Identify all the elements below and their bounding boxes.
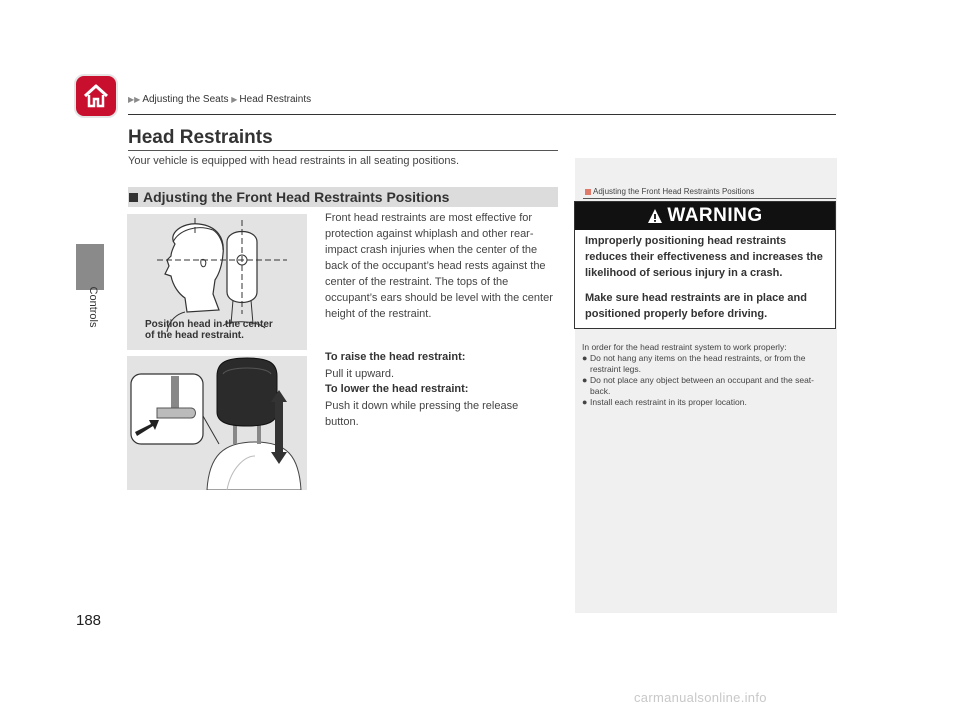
intro-text: Your vehicle is equipped with head restraints in all seating positions. [128, 155, 460, 167]
breadcrumb-item[interactable]: Adjusting the Seats [142, 94, 229, 105]
figure-caption-line: of the head restraint. [145, 330, 244, 341]
section-square-icon [129, 193, 138, 202]
note-intro: In order for the head restraint system to work properly: [582, 342, 787, 352]
warning-text: Improperly positioning head restraints reduces their effectiveness and increases the likelihood of serious injury in a crash. [585, 235, 823, 279]
bullet-text: Do not place any object between an occupant and the seat-back. [590, 375, 814, 396]
note-body [582, 342, 832, 408]
watermark: carmanualsonline.info [634, 690, 767, 705]
note-marker-icon [585, 189, 591, 195]
page-title: Head Restraints [128, 127, 273, 148]
warning-header [575, 202, 835, 230]
breadcrumb-arrow-icon: ▶ [231, 95, 238, 104]
bullet-text: Install each restraint in its proper location. [590, 397, 747, 407]
note-title-text: Adjusting the Front Head Restraints Positions [593, 187, 755, 196]
note-divider [583, 198, 836, 199]
lower-heading: To lower the head restraint: [325, 383, 469, 395]
title-divider [128, 150, 558, 151]
breadcrumb-arrow-icon: ▶▶ [128, 95, 141, 104]
chapter-label: Controls [87, 286, 99, 328]
section-heading-text: Adjusting the Front Head Restraints Positions [143, 189, 450, 205]
bullet-text: Do not hang any items on the head restraints, or from the restraint legs. [590, 353, 806, 374]
bullet-icon: ● [582, 375, 588, 385]
note-bullet-list [582, 353, 832, 408]
warning-text: Make sure head restraints are in place and positioned properly before driving. [585, 292, 807, 320]
page-number: 188 [76, 612, 102, 629]
head-restraint-illustration [127, 356, 307, 490]
breadcrumb [128, 94, 311, 105]
bullet-icon: ● [582, 353, 588, 363]
section-heading [128, 187, 558, 207]
note-title [585, 187, 754, 196]
list-item [582, 353, 832, 375]
list-item [582, 375, 832, 397]
header-divider [128, 114, 836, 115]
list-item [582, 397, 832, 408]
head-restraint-adjust-figure [127, 356, 307, 490]
breadcrumb-item[interactable]: Head Restraints [239, 94, 312, 105]
warning-icon [647, 208, 663, 224]
home-icon [82, 83, 110, 109]
lower-text: Push it down while pressing the release button. [325, 400, 519, 428]
section-paragraph: Front head restraints are most effective for protection against whiplash and other rear-impact crash injuries when the center of the back of the occupant’s head rests against the center of the restraint. The tops of the occupant’s ears should be level with the center height of the restraint. [325, 212, 553, 320]
bullet-icon: ● [582, 397, 588, 407]
raise-text: Pull it upward. [325, 368, 395, 380]
figure-caption [145, 319, 273, 341]
raise-heading: To raise the head restraint: [325, 351, 466, 363]
figure-caption-line: Position head in the center [145, 319, 273, 330]
home-button[interactable] [76, 76, 116, 116]
warning-label: WARNING [667, 205, 763, 226]
